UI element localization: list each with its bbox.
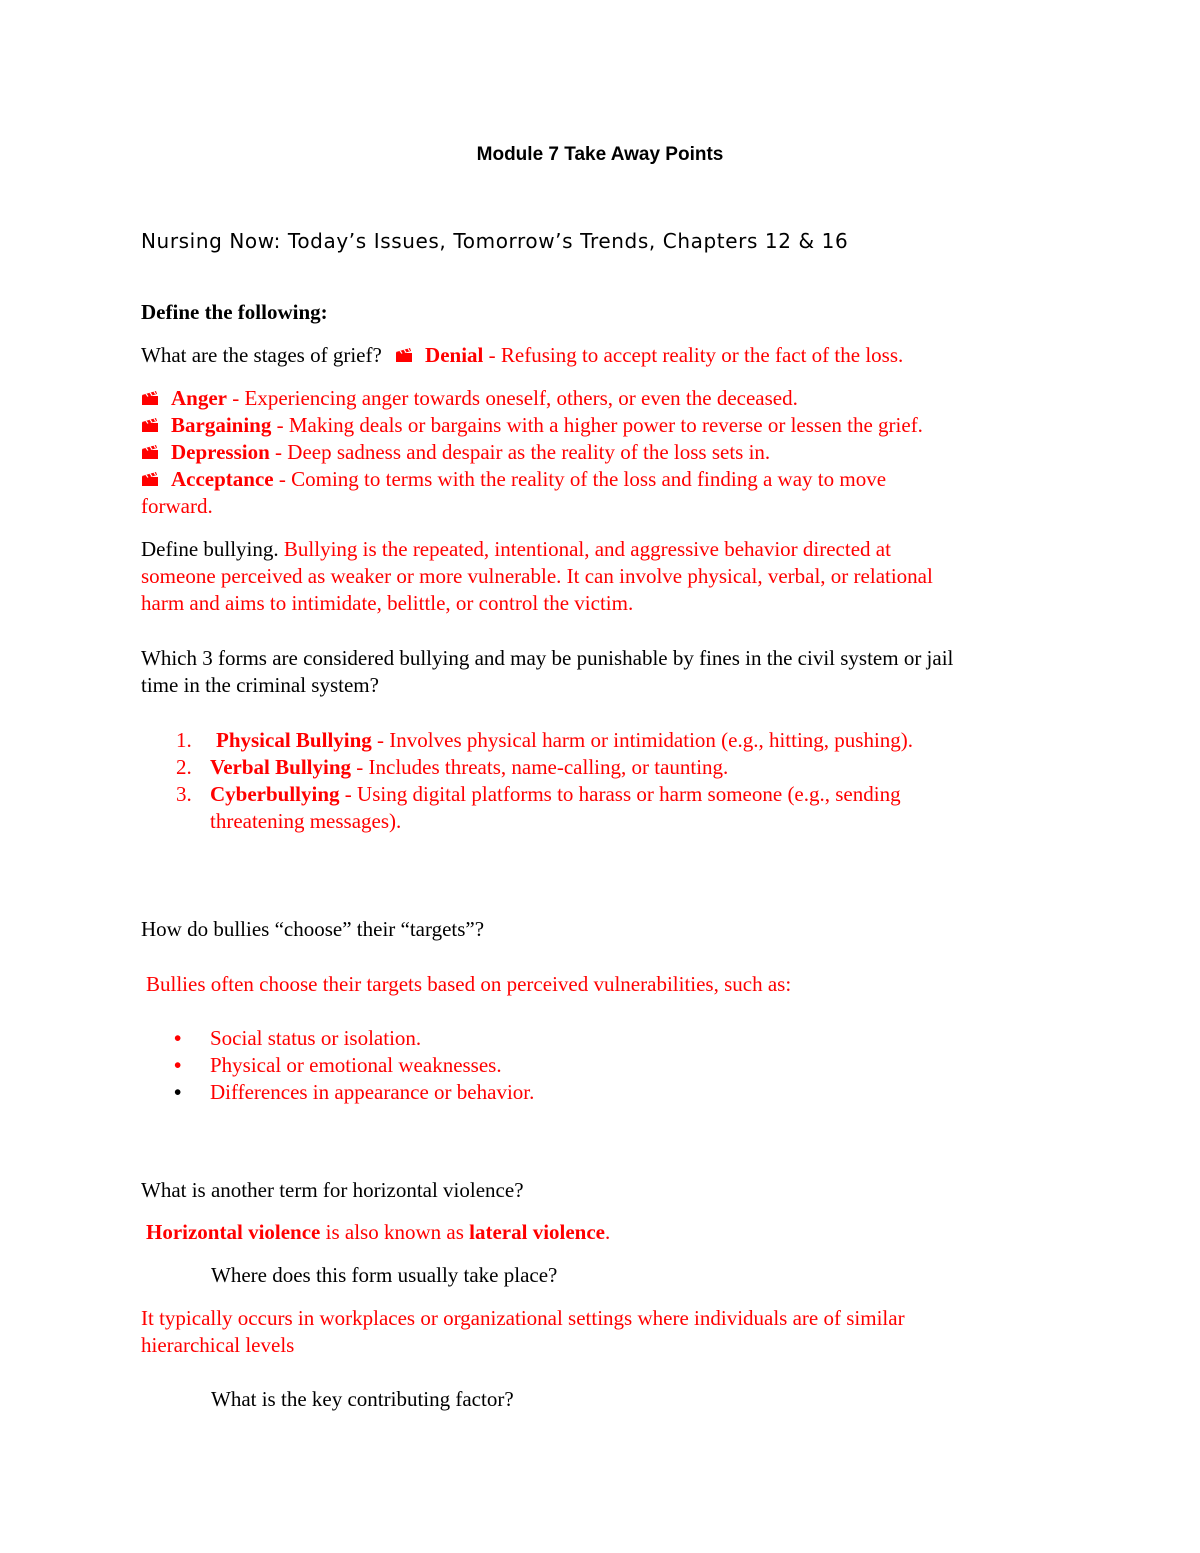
grief-stage-continuation: forward.	[141, 494, 213, 518]
forms-question-line-1: Which 3 forms are considered bullying and may be punishable by fines in the civil system or jail	[141, 646, 954, 670]
grief-stage-desc: - Making deals or bargains with a higher power to reverse or lessen the grief.	[271, 413, 923, 437]
grief-stage-desc: - Deep sadness and despair as the reality of the loss sets in.	[269, 440, 771, 464]
grief-stage-desc: - Coming to terms with the reality of the loss and finding a way to move	[273, 467, 887, 491]
grief-stage-term: Acceptance	[171, 467, 274, 491]
bullying-answer-line-3: harm and aims to intimidate, belittle, or control the victim.	[141, 591, 634, 615]
grief-stage	[141, 412, 923, 439]
list-item-text: Social status or isolation.	[210, 1026, 422, 1050]
targets-answer: Bullies often choose their targets based on perceived vulnerabilities, such as:	[146, 972, 792, 996]
grief-stage	[141, 439, 770, 466]
list-item-text: Differences in appearance or behavior.	[210, 1080, 535, 1104]
document-subtitle: Nursing Now: Today’s Issues, Tomorrow’s Trends, Chapters 12 & 16	[141, 229, 849, 253]
bullet-icon: •	[174, 1080, 182, 1104]
forms-list-item	[176, 727, 913, 754]
list-item-text: Physical or emotional weaknesses.	[210, 1053, 502, 1077]
horizontal-mid: is also known as	[320, 1220, 470, 1244]
where-question: Where does this form usually take place?	[211, 1263, 558, 1287]
where-answer-line-1: It typically occurs in workplaces or organizational settings where individuals are of similar	[141, 1306, 905, 1330]
grief-stage-term: Anger	[171, 386, 227, 410]
grief-line-1	[141, 342, 903, 369]
list-item	[174, 1079, 534, 1106]
clapperboard-icon	[141, 390, 159, 406]
bullying-prompt: Define bullying.	[141, 537, 279, 561]
list-term: Cyberbullying	[210, 782, 340, 806]
list-item	[174, 1052, 502, 1079]
clapperboard-icon	[141, 444, 159, 460]
define-heading: Define the following:	[141, 300, 328, 324]
grief-stage-desc: - Refusing to accept reality or the fact of the loss.	[483, 343, 904, 367]
grief-stage	[141, 385, 798, 412]
bullying-line-1	[141, 536, 891, 563]
list-desc: - Involves physical harm or intimidation (e.g., hitting, pushing).	[371, 728, 914, 752]
factor-question: What is the key contributing factor?	[211, 1387, 514, 1411]
targets-question: How do bullies “choose” their “targets”?	[141, 917, 485, 941]
grief-stage-desc: - Experiencing anger towards oneself, others, or even the deceased.	[227, 386, 798, 410]
list-desc: - Includes threats, name-calling, or taunting.	[351, 755, 729, 779]
list-item	[174, 1025, 421, 1052]
document-title: Module 7 Take Away Points	[476, 144, 724, 165]
list-number: 2.	[176, 755, 192, 779]
horizontal-term: Horizontal violence	[146, 1220, 321, 1244]
horizontal-question: What is another term for horizontal violence?	[141, 1178, 524, 1202]
horizontal-answer	[146, 1219, 610, 1246]
grief-question: What are the stages of grief?	[141, 343, 382, 367]
list-number: 3.	[176, 782, 192, 806]
clapperboard-icon	[141, 417, 159, 433]
where-answer-line-2: hierarchical levels	[141, 1333, 295, 1357]
list-term: Verbal Bullying	[210, 755, 352, 779]
grief-stage-term: Depression	[171, 440, 270, 464]
forms-list-item-continuation: threatening messages).	[210, 809, 402, 833]
bullet-icon: •	[174, 1026, 182, 1050]
list-term: Physical Bullying	[216, 728, 372, 752]
bullying-answer: Bullying is the repeated, intentional, and aggressive behavior directed at	[283, 537, 891, 561]
bullet-icon: •	[174, 1053, 182, 1077]
forms-list-item	[176, 754, 728, 781]
grief-stage-term: Bargaining	[171, 413, 272, 437]
clapperboard-icon	[141, 471, 159, 487]
grief-stage-term: Denial	[425, 343, 484, 367]
horizontal-end: .	[605, 1220, 611, 1244]
grief-stage	[141, 466, 886, 493]
forms-question-line-2: time in the criminal system?	[141, 673, 379, 697]
lateral-term: lateral violence	[469, 1220, 606, 1244]
list-desc: - Using digital platforms to harass or harm someone (e.g., sending	[339, 782, 901, 806]
list-number: 1.	[176, 728, 192, 752]
forms-list-item	[176, 781, 901, 808]
clapperboard-icon	[395, 347, 413, 363]
bullying-answer-line-2: someone perceived as weaker or more vulnerable. It can involve physical, verbal, or relational	[141, 564, 933, 588]
